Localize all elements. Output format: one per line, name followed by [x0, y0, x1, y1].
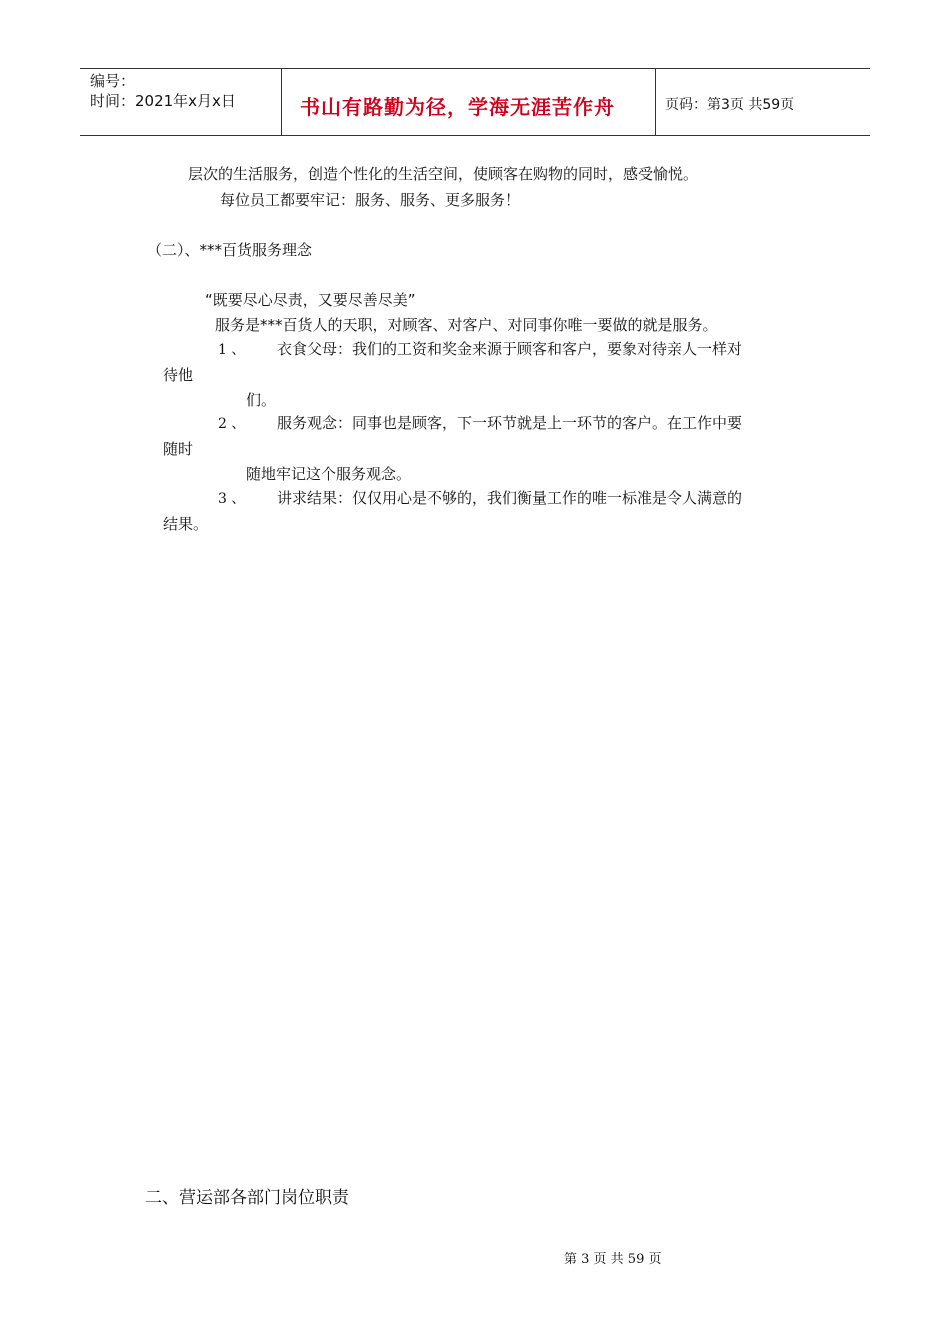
- chapter-title: 二、营运部各部门岗位职责: [145, 1188, 349, 1208]
- section-title-service-philosophy: （二）、***百货服务理念: [147, 241, 313, 259]
- list-item-number: 2 、: [218, 416, 246, 432]
- list-item-wrap: 待他: [163, 366, 194, 384]
- header-divider-left: [281, 68, 282, 136]
- service-quote: “既要尽心尽责，又要尽善尽美”: [205, 291, 416, 309]
- header-page-label: 页码：第3页 共59页: [665, 97, 795, 113]
- list-item-text: 衣食父母：我们的工资和奖金来源于顾客和客户，要象对待亲人一样对: [277, 340, 743, 358]
- list-item-number: 1 、: [218, 342, 246, 358]
- list-item-text: 服务观念：同事也是顾客，下一环节就是上一环节的客户。在工作中要: [277, 414, 743, 432]
- header-motto: 书山有路勤为径，学海无涯苦作舟: [300, 95, 615, 119]
- paragraph-service-life: 层次的生活服务，创造个性化的生活空间，使顾客在购物的同时，感受愉悦。: [188, 165, 699, 183]
- date-label: 时间：2021年x月x日: [90, 92, 236, 110]
- header-bottom-rule: [80, 135, 870, 136]
- footer-page-number: 第 3 页 共 59 页: [564, 1252, 662, 1267]
- list-item-wrap: 结果。: [163, 515, 209, 533]
- header-divider-right: [655, 68, 656, 136]
- service-statement: 服务是***百货人的天职，对顾客、对客户、对同事你唯一要做的就是服务。: [215, 316, 718, 334]
- list-item-number: 3 、: [218, 491, 246, 507]
- serial-label: 编号：: [90, 72, 136, 90]
- paragraph-remember-service: 每位员工都要牢记：服务、服务、更多服务！: [220, 191, 521, 209]
- header-top-rule: [80, 68, 870, 69]
- list-item-text: 讲求结果：仅仅用心是不够的，我们衡量工作的唯一标准是令人满意的: [277, 489, 743, 507]
- list-item-continuation: 随地牢记这个服务观念。: [246, 465, 412, 483]
- list-item-wrap: 随时: [163, 440, 194, 458]
- list-item-continuation: 们。: [246, 391, 277, 409]
